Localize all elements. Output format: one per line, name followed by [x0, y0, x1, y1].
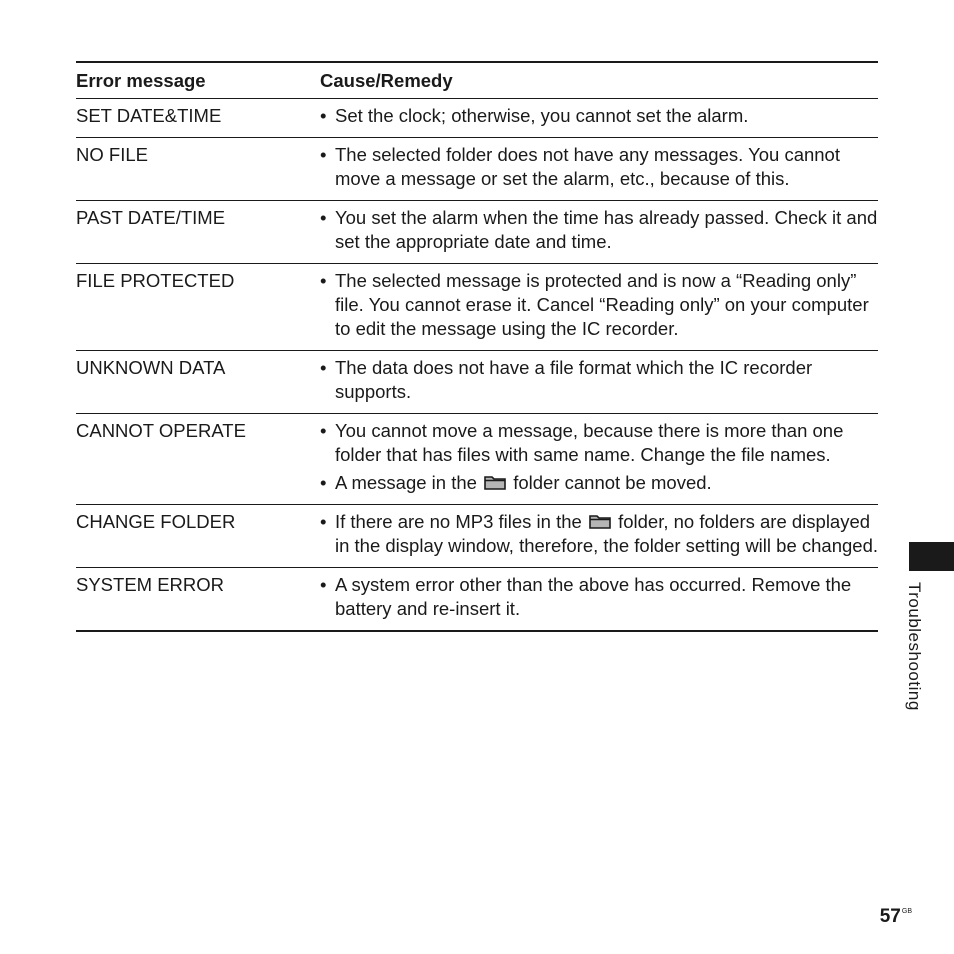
bullet: •: [320, 420, 327, 441]
header-cause-remedy: Cause/Remedy: [320, 70, 453, 91]
remedy-item: [320, 471, 878, 495]
bullet: •: [320, 144, 327, 165]
error-message-cell: PAST DATE/TIME: [76, 207, 226, 228]
cause-remedy-cell: [320, 99, 878, 138]
table-row: [76, 568, 878, 632]
remedy-list: [320, 269, 878, 341]
error-message-cell: FILE PROTECTED: [76, 270, 235, 291]
remedy-text: The selected message is protected and is now a “Reading only” file. You cannot erase it. Cancel “Reading only” on your computer to edit the message using the IC recorder.: [335, 270, 869, 339]
page-number-value: 57: [879, 906, 901, 927]
remedy-item: [320, 356, 878, 404]
remedy-list: [320, 143, 878, 191]
page-number: [880, 906, 912, 928]
table-row: [76, 138, 878, 201]
remedy-item: [320, 510, 878, 558]
cause-remedy-cell: [320, 505, 878, 568]
cause-remedy-cell: [320, 264, 878, 351]
remedy-text: Set the clock; otherwise, you cannot set the alarm.: [335, 105, 749, 126]
bullet: •: [320, 574, 327, 595]
remedy-text: You cannot move a message, because there is more than one folder that has files with same name. Change the file names.: [335, 420, 844, 465]
remedy-list: [320, 573, 878, 621]
error-message-cell: CHANGE FOLDER: [76, 511, 236, 532]
bullet: •: [320, 357, 327, 378]
error-message-table: [76, 61, 878, 632]
bullet: •: [320, 270, 327, 291]
error-message-cell: UNKNOWN DATA: [76, 357, 226, 378]
bullet: •: [320, 207, 327, 228]
header-error-message: Error message: [76, 70, 206, 91]
cause-remedy-cell: [320, 414, 878, 505]
remedy-text-before: If there are no MP3 files in the: [335, 511, 582, 532]
section-tab-marker: [909, 542, 954, 571]
table-header-row: [76, 62, 878, 99]
remedy-text: You set the alarm when the time has already passed. Check it and set the appropriate date and time.: [335, 207, 878, 252]
table-row: [76, 201, 878, 264]
remedy-item: [320, 419, 878, 467]
remedy-item: [320, 269, 878, 341]
remedy-list: [320, 206, 878, 254]
cause-remedy-cell: [320, 201, 878, 264]
remedy-text: A system error other than the above has occurred. Remove the battery and re-insert it.: [335, 574, 852, 619]
remedy-text-before: A message in the: [335, 472, 477, 493]
folder-icon: [484, 475, 506, 490]
page-number-suffix: GB: [901, 908, 912, 915]
table-row: [76, 351, 878, 414]
remedy-item: [320, 104, 878, 128]
error-message-cell: SET DATE&TIME: [76, 105, 222, 126]
bullet: •: [320, 472, 327, 493]
cause-remedy-cell: [320, 138, 878, 201]
remedy-text: The selected folder does not have any messages. You cannot move a message or set the alarm, etc., because of this.: [335, 144, 840, 189]
table-row: [76, 414, 878, 505]
folder-icon: [589, 514, 611, 529]
error-message-cell: SYSTEM ERROR: [76, 574, 225, 595]
table-row: [76, 505, 878, 568]
table-row: [76, 99, 878, 138]
remedy-text-after: folder, no folders are displayed in the display window, therefore, the folder setting will be changed.: [335, 511, 878, 556]
remedy-text: The data does not have a file format which the IC recorder supports.: [335, 357, 813, 402]
remedy-list: [320, 104, 878, 128]
bullet: •: [320, 105, 327, 126]
error-message-cell: NO FILE: [76, 144, 148, 165]
bullet: •: [320, 511, 327, 532]
remedy-text-after: folder cannot be moved.: [513, 472, 712, 493]
error-message-cell: CANNOT OPERATE: [76, 420, 246, 441]
section-label: Troubleshooting: [905, 582, 924, 711]
remedy-item: [320, 573, 878, 621]
cause-remedy-cell: [320, 568, 878, 632]
cause-remedy-cell: [320, 351, 878, 414]
remedy-list: [320, 419, 878, 495]
remedy-list: [320, 356, 878, 404]
remedy-item: [320, 206, 878, 254]
remedy-item: [320, 143, 878, 191]
table-row: [76, 264, 878, 351]
remedy-list: [320, 510, 878, 558]
